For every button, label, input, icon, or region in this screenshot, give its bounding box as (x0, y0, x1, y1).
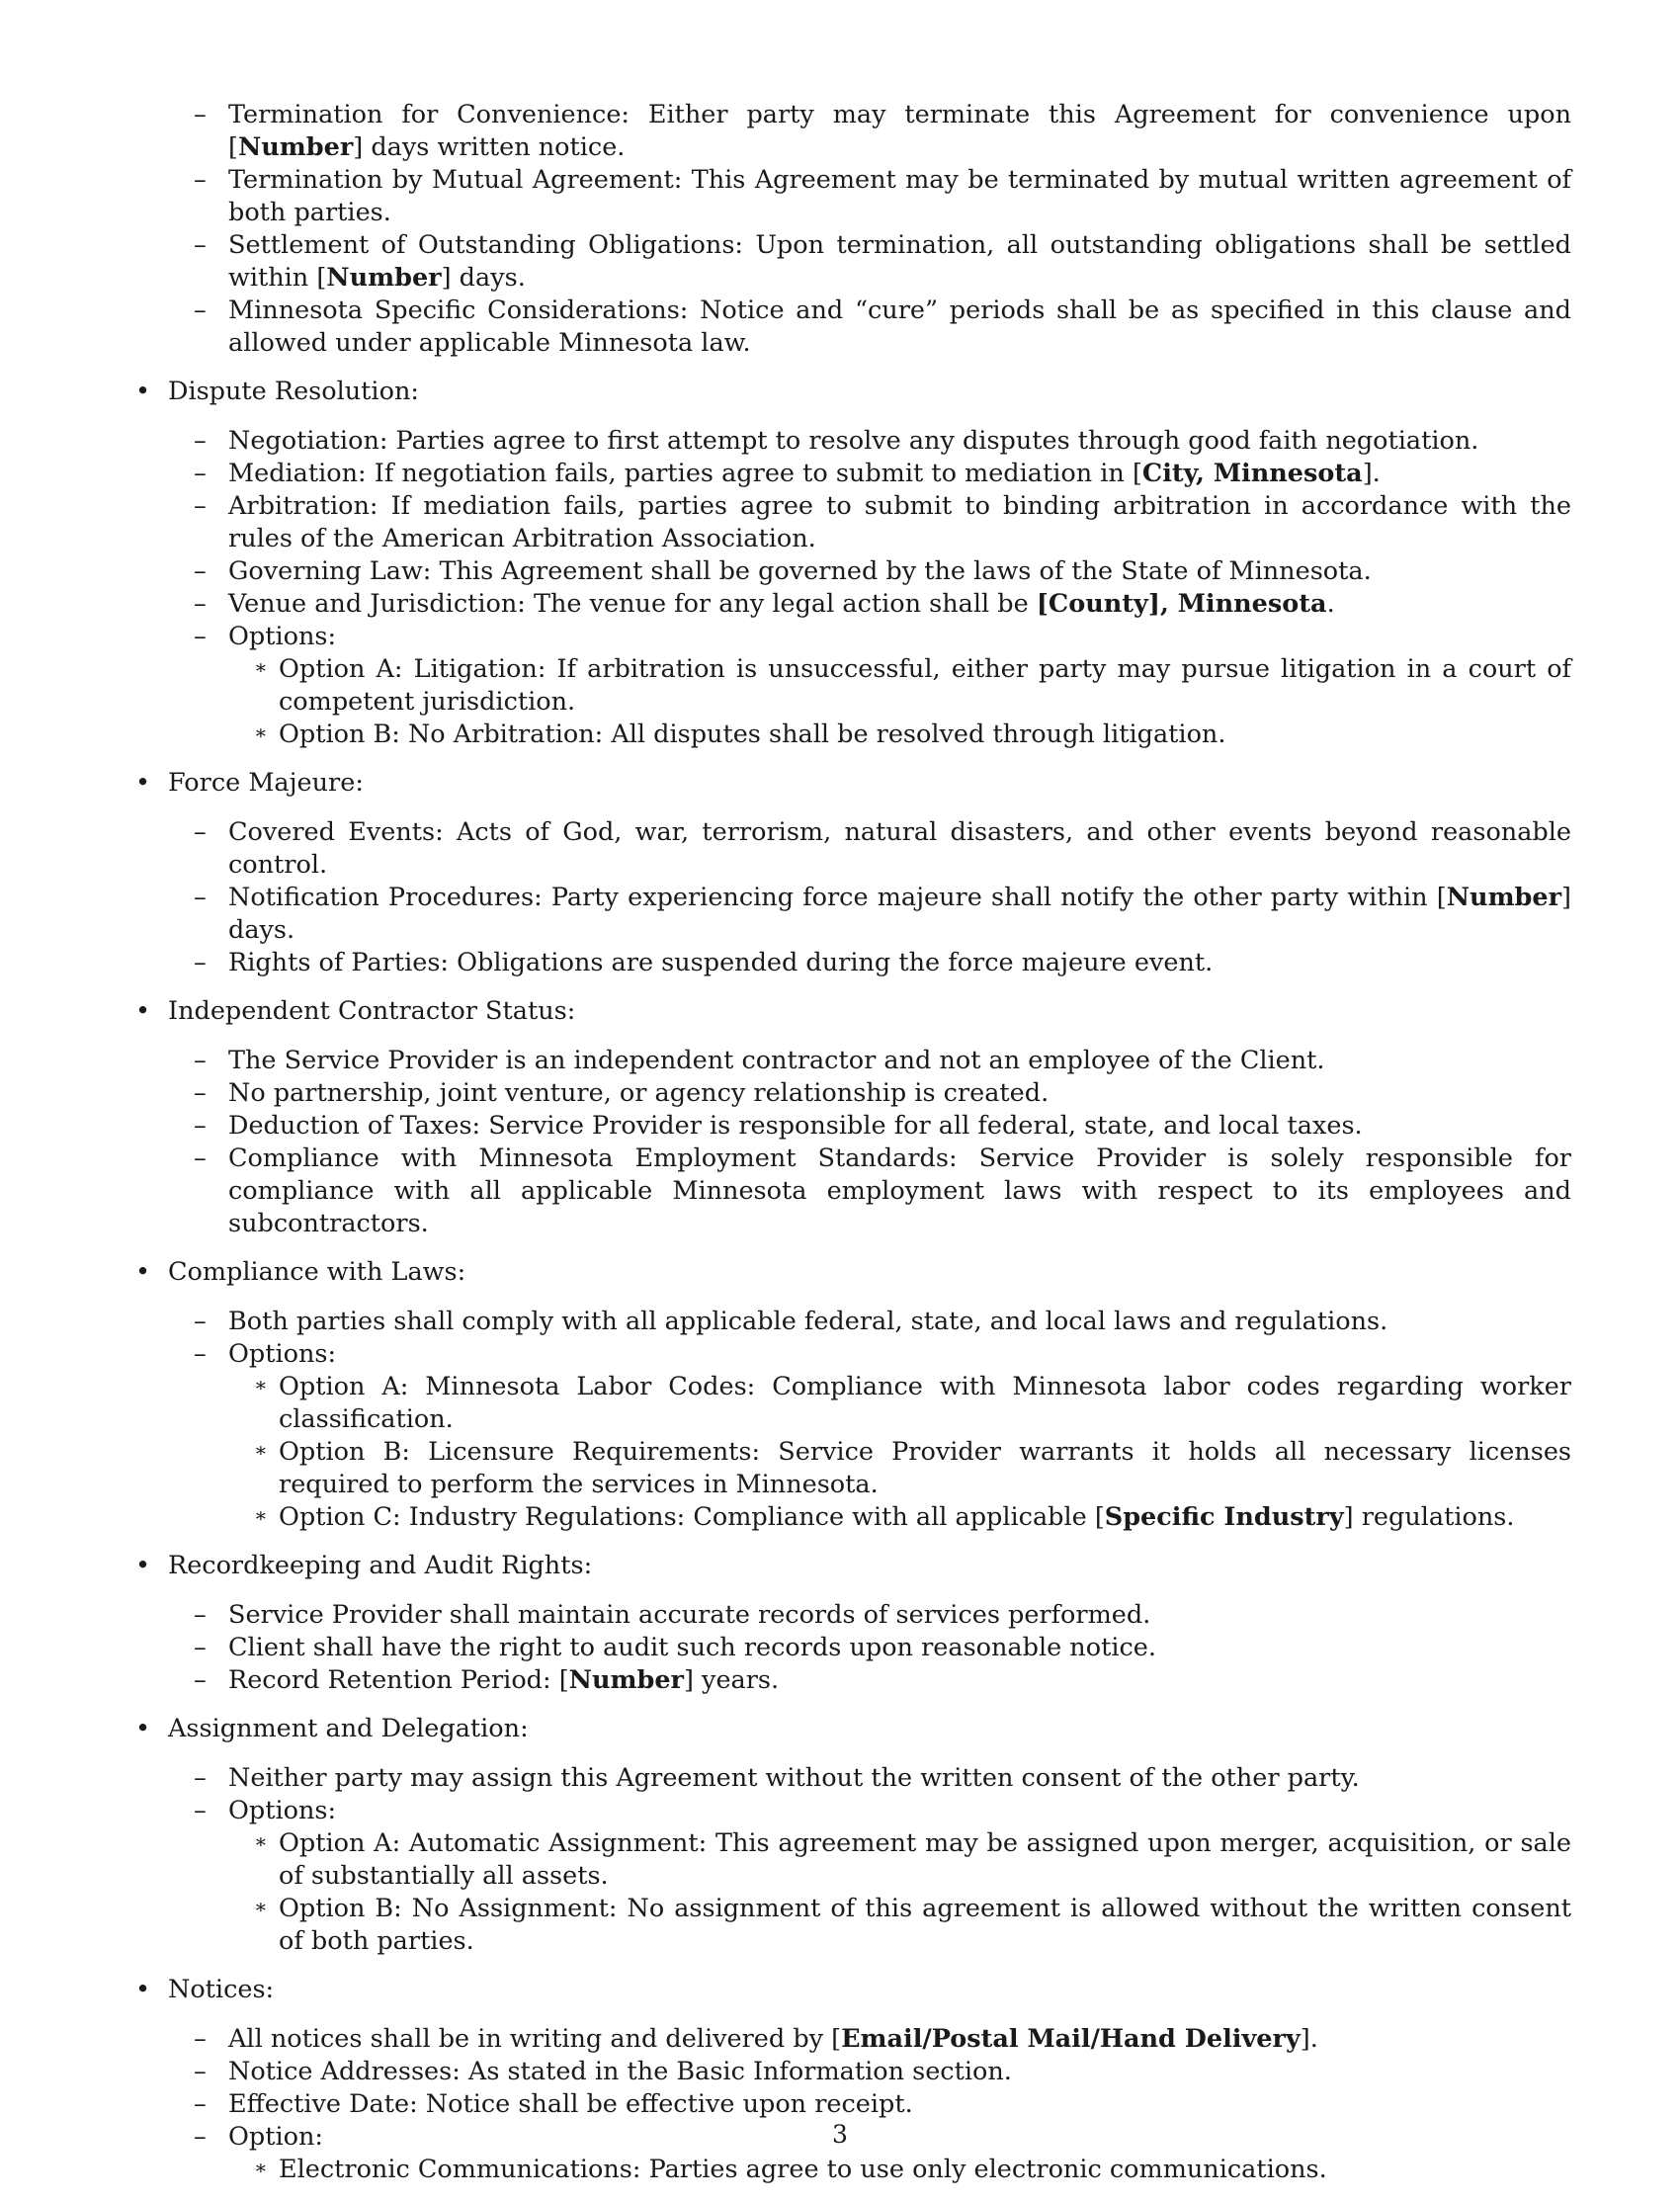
dash-bullet-icon: – (194, 1078, 207, 1108)
dash-bullet-icon: – (194, 2057, 207, 2086)
bullet-icon: • (135, 377, 151, 406)
item-text: Option: (228, 2122, 323, 2152)
clause-list (168, 2023, 1571, 2186)
placeholder-field: Specific Industry (1104, 1502, 1344, 1532)
clause-list (168, 1762, 1571, 1958)
dash-bullet-icon: – (194, 100, 207, 129)
dash-bullet-icon: – (194, 2122, 207, 2152)
item-text: Compliance with Minnesota Employment Standards: Service Provider is solely responsible for compliance with all applicable Minnesota employment laws with respect to its employees and subcontractors. (228, 1143, 1571, 1238)
item-text: Option A: Minnesota Labor Codes: Compliance with Minnesota labor codes regarding worker classification. (279, 1372, 1571, 1434)
list-item (168, 1599, 1571, 1632)
list-item (168, 588, 1571, 621)
item-text: The Service Provider is an independent contractor and not an employee of the Client. (228, 1046, 1325, 1075)
item-text: Both parties shall comply with all applicable federal, state, and local laws and regulations. (228, 1307, 1388, 1336)
list-item (168, 1110, 1571, 1143)
bullet-icon: • (135, 996, 151, 1026)
item-text: Termination for Convenience: Either party may terminate this Agreement for convenience upon [ (228, 100, 1571, 162)
clause-section (133, 767, 1571, 979)
list-item (168, 1077, 1571, 1110)
list-item (168, 1795, 1571, 1958)
clause-section (133, 995, 1571, 1240)
item-text: Settlement of Outstanding Obligations: Upon termination, all outstanding obligations shall be settled within [ (228, 230, 1571, 293)
clause-list (168, 1045, 1571, 1240)
list-item (168, 2056, 1571, 2088)
asterisk-bullet-icon: ∗ (254, 655, 268, 679)
option-item (228, 719, 1571, 751)
dash-bullet-icon: – (194, 459, 207, 488)
item-text: No partnership, joint venture, or agency relationship is created. (228, 1078, 1050, 1108)
dash-bullet-icon: – (194, 1633, 207, 1662)
list-item (168, 1045, 1571, 1077)
clause-list (168, 816, 1571, 979)
item-text-suffix: ] days written notice. (353, 132, 626, 162)
clause-section (133, 1256, 1571, 1534)
option-list (228, 1827, 1571, 1958)
item-text: Notice Addresses: As stated in the Basic Information section. (228, 2057, 1012, 2086)
clause-list (168, 1306, 1571, 1534)
section-title: Dispute Resolution: (168, 377, 419, 406)
asterisk-bullet-icon: ∗ (254, 1503, 268, 1527)
clause-section (133, 1713, 1571, 1958)
placeholder-field: Email/Postal Mail/Hand Delivery (841, 2024, 1301, 2054)
item-text: Rights of Parties: Obligations are suspended during the force majeure event. (228, 948, 1214, 977)
bullet-icon: • (135, 1257, 151, 1287)
item-text: Covered Events: Acts of God, war, terrorism, natural disasters, and other events beyond reasonable control. (228, 817, 1571, 880)
dash-bullet-icon: – (194, 1046, 207, 1075)
dash-bullet-icon: – (194, 556, 207, 586)
dash-bullet-icon: – (194, 1339, 207, 1369)
item-text: Arbitration: If mediation fails, parties agree to submit to binding arbitration in accordance with the rules of the American Arbitration Association. (228, 491, 1571, 553)
list-item (168, 882, 1571, 947)
dash-bullet-icon: – (194, 1307, 207, 1336)
item-text: Venue and Jurisdiction: The venue for any legal action shall be (228, 589, 1037, 619)
option-item (228, 1436, 1571, 1501)
clause-section (133, 376, 1571, 751)
clause-list (168, 425, 1571, 751)
option-item (228, 1827, 1571, 1893)
placeholder-field: [County], Minnesota (1036, 589, 1327, 619)
list-item (133, 164, 1571, 229)
item-text-suffix: ] years. (683, 1665, 780, 1695)
item-text: Electronic Communications: Parties agree to use only electronic communications. (279, 2155, 1327, 2184)
item-text-suffix: ]. (1300, 2024, 1318, 2054)
dash-bullet-icon: – (194, 1111, 207, 1141)
list-item (133, 229, 1571, 295)
option-list (228, 653, 1571, 751)
list-item (168, 490, 1571, 555)
list-item (133, 295, 1571, 360)
sections-container (133, 376, 1571, 2186)
item-text: Client shall have the right to audit such records upon reasonable notice. (228, 1633, 1156, 1662)
list-item (168, 1306, 1571, 1338)
item-text-suffix: . (1326, 589, 1335, 619)
item-text: Mediation: If negotiation fails, parties agree to submit to mediation in [ (228, 459, 1142, 488)
bullet-icon: • (135, 768, 151, 798)
bullet-icon: • (135, 1551, 151, 1580)
dash-bullet-icon: – (194, 1763, 207, 1793)
item-text: Minnesota Specific Considerations: Notice and “cure” periods shall be as specified in this clause and allowed under applicable Minnesota law. (228, 296, 1571, 358)
item-text-suffix: ] days. (441, 263, 526, 293)
dash-bullet-icon: – (194, 1796, 207, 1825)
item-text: Options: (228, 622, 337, 651)
list-item (168, 1632, 1571, 1664)
item-text-suffix: ]. (1362, 459, 1381, 488)
asterisk-bullet-icon: ∗ (254, 720, 268, 744)
item-text: Notification Procedures: Party experiencing force majeure shall notify the other party within [ (228, 883, 1447, 912)
list-item (168, 2088, 1571, 2121)
option-item (228, 1371, 1571, 1436)
placeholder-field: Number (326, 263, 442, 293)
item-text: Service Provider shall maintain accurate records of services performed. (228, 1600, 1151, 1630)
option-item (228, 1501, 1571, 1534)
option-item (228, 2154, 1571, 2186)
section-title: Compliance with Laws: (168, 1257, 466, 1287)
list-item (168, 458, 1571, 490)
list-item (168, 1664, 1571, 1697)
item-text: Termination by Mutual Agreement: This Agreement may be terminated by mutual written agreement of both parties. (228, 165, 1571, 227)
option-list (228, 2154, 1571, 2186)
dash-bullet-icon: – (194, 883, 207, 912)
section-title: Independent Contractor Status: (168, 996, 576, 1026)
dash-bullet-icon: – (194, 165, 207, 195)
asterisk-bullet-icon: ∗ (254, 1373, 268, 1397)
item-text: Option C: Industry Regulations: Compliance with all applicable [ (279, 1502, 1105, 1532)
bullet-icon: • (135, 1714, 151, 1743)
placeholder-field: Number (1446, 883, 1562, 912)
section-title: Recordkeeping and Audit Rights: (168, 1551, 593, 1580)
list-item (168, 816, 1571, 882)
list-item (168, 2023, 1571, 2056)
list-item (168, 555, 1571, 588)
dash-bullet-icon: – (194, 426, 207, 456)
dash-bullet-icon: – (194, 296, 207, 325)
asterisk-bullet-icon: ∗ (254, 2156, 268, 2179)
item-text: Record Retention Period: [ (228, 1665, 569, 1695)
option-item (228, 653, 1571, 719)
section-title: Notices: (168, 1975, 275, 2004)
dash-bullet-icon: – (194, 2024, 207, 2054)
item-text-suffix: ] regulations. (1343, 1502, 1515, 1532)
dash-bullet-icon: – (194, 491, 207, 521)
item-text: Neither party may assign this Agreement without the written consent of the other party. (228, 1763, 1360, 1793)
item-text: Option A: Automatic Assignment: This agreement may be assigned upon merger, acquisition, or sale of substantially all assets. (279, 1828, 1571, 1891)
dash-bullet-icon: – (194, 948, 207, 977)
clause-list (168, 1599, 1571, 1697)
dash-bullet-icon: – (194, 1600, 207, 1630)
dash-bullet-icon: – (194, 1143, 207, 1173)
dash-bullet-icon: – (194, 2089, 207, 2119)
list-item (133, 99, 1571, 164)
list-item (168, 1338, 1571, 1534)
asterisk-bullet-icon: ∗ (254, 1829, 268, 1853)
item-text: Options: (228, 1339, 337, 1369)
item-text-suffix: ] days. (228, 883, 1571, 945)
section-title: Assignment and Delegation: (168, 1714, 529, 1743)
item-text: All notices shall be in writing and delivered by [ (228, 2024, 842, 2054)
list-item (168, 947, 1571, 979)
item-text: Option B: No Arbitration: All disputes shall be resolved through litigation. (279, 720, 1226, 749)
section-title: Force Majeure: (168, 768, 364, 798)
dash-bullet-icon: – (194, 230, 207, 260)
item-text: Option B: No Assignment: No assignment of this agreement is allowed without the written consent of both parties. (279, 1894, 1571, 1956)
bullet-icon: • (135, 1975, 151, 2004)
dash-bullet-icon: – (194, 589, 207, 619)
placeholder-field: City, Minnesota (1141, 459, 1363, 488)
item-text: Negotiation: Parties agree to first attempt to resolve any disputes through good faith negotiation. (228, 426, 1479, 456)
option-list (228, 1371, 1571, 1534)
list-item (168, 425, 1571, 458)
item-text: Deduction of Taxes: Service Provider is responsible for all federal, state, and local taxes. (228, 1111, 1363, 1141)
item-text: Governing Law: This Agreement shall be governed by the laws of the State of Minnesota. (228, 556, 1372, 586)
list-item (168, 1143, 1571, 1240)
item-text: Option B: Licensure Requirements: Service Provider warrants it holds all necessary licenses required to perform the services in Minnesota. (279, 1437, 1571, 1499)
dash-bullet-icon: – (194, 622, 207, 651)
placeholder-field: Number (568, 1665, 684, 1695)
dash-bullet-icon: – (194, 1665, 207, 1695)
list-item (168, 1762, 1571, 1795)
asterisk-bullet-icon: ∗ (254, 1895, 268, 1918)
dash-bullet-icon: – (194, 817, 207, 847)
asterisk-bullet-icon: ∗ (254, 1438, 268, 1462)
item-text: Effective Date: Notice shall be effective upon receipt. (228, 2089, 913, 2119)
option-item (228, 1893, 1571, 1958)
document-page (133, 99, 1571, 2202)
item-text: Options: (228, 1796, 337, 1825)
clause-section (133, 1550, 1571, 1697)
placeholder-field: Number (237, 132, 354, 162)
page-number: 3 (832, 2120, 848, 2149)
termination-list (133, 99, 1571, 360)
list-item (168, 621, 1571, 751)
item-text: Option A: Litigation: If arbitration is unsuccessful, either party may pursue litigation in a court of competent jurisdiction. (279, 654, 1571, 717)
clause-section (133, 1974, 1571, 2186)
